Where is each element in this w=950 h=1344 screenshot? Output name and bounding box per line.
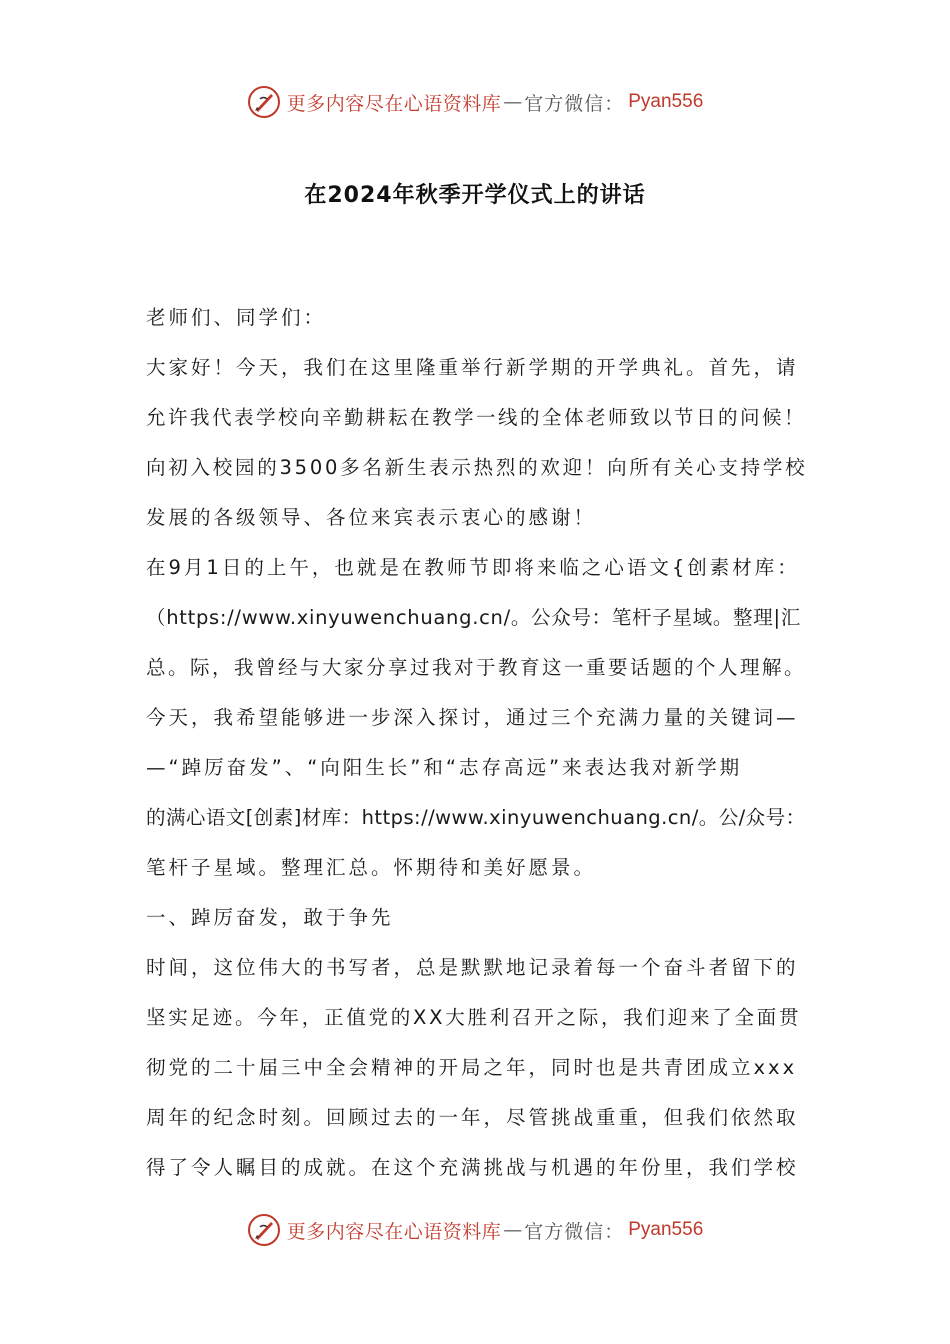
body-line: 得了令人瞩目的成就。在这个充满挑战与机遇的年份里，我们学校: [146, 1156, 799, 1179]
document-body: [146, 300, 808, 1200]
banner-official-label: 官方微信：: [524, 1220, 625, 1243]
body-line: —“踔厉奋发”、“向阳生长”和“志存高远”来表达我对新学期: [146, 756, 743, 779]
body-line: 的满心语文[创素]材库：https://www.xinyuwenchuang.cn/。公/众号：: [146, 806, 806, 829]
banner-official-label: 官方微信：: [524, 92, 625, 115]
body-line: （https://www.xinyuwenchuang.cn/。公众号：笔杆子星域。整理|汇: [146, 606, 801, 629]
body-line: 时间，这位伟大的书写者，总是默默地记录着每一个奋斗者留下的: [146, 956, 799, 979]
body-line: 笔杆子星域。整理汇总。怀期待和美好愿景。: [146, 856, 597, 879]
banner-wechat-id: Pyan556: [628, 91, 704, 112]
header-banner: [0, 80, 950, 124]
body-line: 在9月1日的上午，也就是在教师节即将来临之心语文{创素材库：: [146, 556, 800, 579]
body-line: 周年的纪念时刻。回顾过去的一年，尽管挑战重重，但我们依然取: [146, 1106, 799, 1129]
banner-text: 更多内容尽在心语资料库: [286, 1220, 502, 1243]
pen-logo-icon: [247, 85, 281, 119]
footer-banner: [0, 1208, 950, 1252]
banner-separator: —: [503, 1219, 523, 1241]
banner-wechat-id: Pyan556: [628, 1219, 704, 1240]
body-line: 向初入校园的3500多名新生表示热烈的欢迎！向所有关心支持学校: [146, 456, 808, 479]
banner-separator: —: [503, 91, 523, 113]
pen-logo-icon: [247, 1213, 281, 1247]
body-line: 发展的各级领导、各位来宾表示衷心的感谢！: [146, 506, 597, 529]
body-line: 允许我代表学校向辛勤耕耘在教学一线的全体老师致以节日的问候！: [146, 406, 807, 429]
body-line: 大家好！今天，我们在这里隆重举行新学期的开学典礼。首先，请: [146, 356, 799, 379]
body-line: 彻党的二十届三中全会精神的开局之年，同时也是共青团成立xxx: [146, 1056, 798, 1079]
body-line: 老师们、同学们：: [146, 306, 327, 329]
banner-text: 更多内容尽在心语资料库: [286, 92, 502, 115]
body-line: 坚实足迹。今年，正值党的XX大胜利召开之际，我们迎来了全面贯: [146, 1006, 802, 1029]
section-heading: 一、踔厉奋发，敢于争先: [146, 906, 394, 929]
body-line: 今天，我希望能够进一步深入探讨，通过三个充满力量的关键词—: [146, 706, 799, 729]
document-title: 在2024年秋季开学仪式上的讲话: [304, 183, 646, 208]
body-line: 总。际，我曾经与大家分享过我对于教育这一重要话题的个人理解。: [146, 656, 807, 679]
